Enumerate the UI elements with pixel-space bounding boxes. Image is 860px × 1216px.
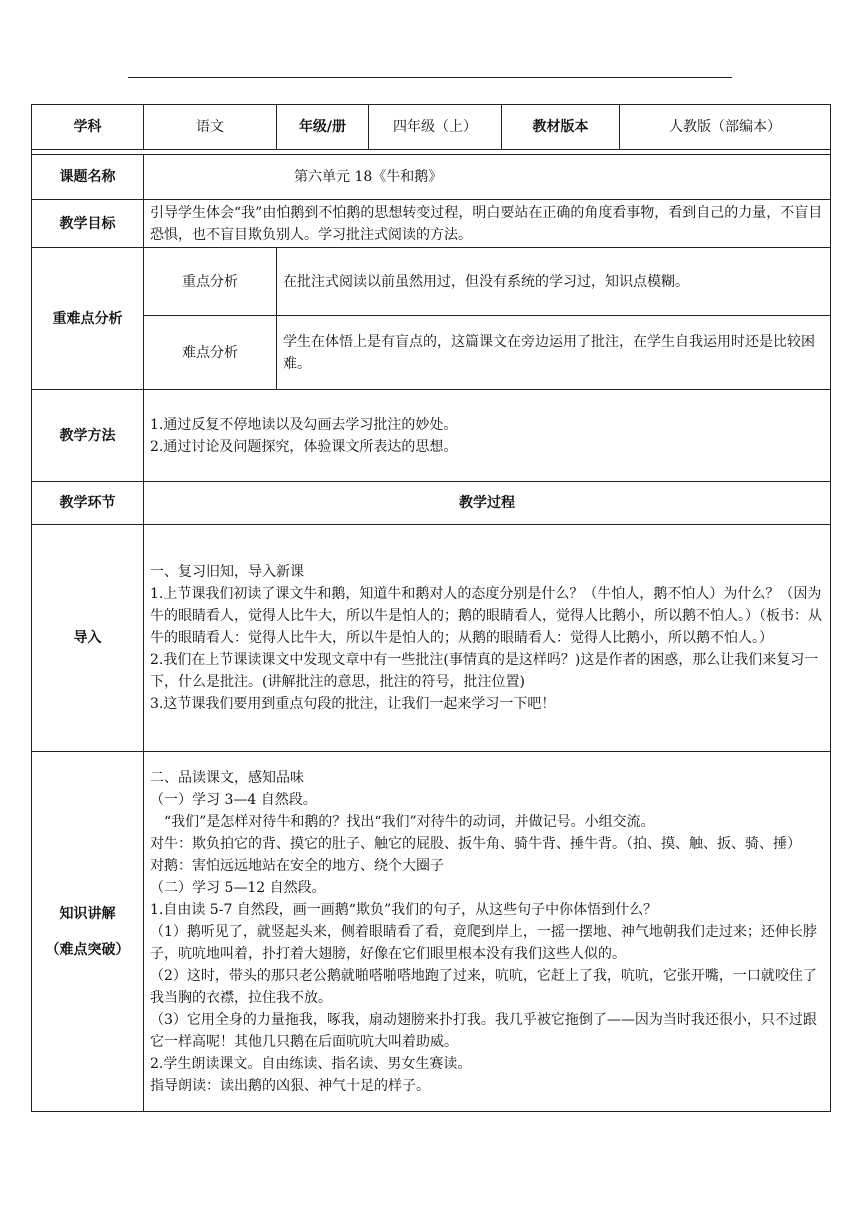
lesson-plan-table bbox=[31, 104, 831, 1112]
knowledge-line: 对牛：欺负拍它的背、摸它的肚子、触它的屁股、扳牛角、骑牛背、捶牛背。（拍、摸、触、扳、骑、捶） bbox=[150, 835, 801, 852]
method-item: 1.通过反复不停地读以及勾画去学习批注的妙处。 bbox=[150, 416, 458, 433]
knowledge-line: （2）这时，带头的那只老公鹅就啪嗒啪嗒地跑了过来，吭吭，它赶上了我，吭吭，它张开嘴，一口就咬住了我当胸的衣襟，拉住我不放。 bbox=[150, 967, 817, 1006]
intro-label: 导入 bbox=[32, 525, 144, 752]
lesson-title-label: 课题名称 bbox=[32, 155, 144, 200]
knowledge-line: 对鹅：害怕远远地站在安全的地方、绕个大圈子 bbox=[150, 857, 444, 874]
method-item: 2.通过讨论及问题探究，体验课文所表达的思想。 bbox=[150, 438, 458, 455]
title-row bbox=[32, 155, 831, 200]
info-row bbox=[32, 105, 831, 150]
textbook-value: 人教版（部编本） bbox=[620, 105, 831, 150]
knowledge-line: （一）学习 3—4 自然段。 bbox=[150, 791, 317, 808]
knowledge-line: （1）鹅听见了，就竖起头来，侧着眼睛看了看，竟爬到岸上，一摇一摆地、神气地朝我们走过来；还伸长脖子，吭吭地叫着，扑打着大翅膀，好像在它们眼里根本没有我们这些人似的。 bbox=[150, 923, 817, 962]
knowledge-line: “我们”是怎样对待牛和鹅的？找出“我们”对待牛的动词，并做记号。小组交流。 bbox=[150, 813, 655, 830]
knowledge-line: 1.自由读 5-7 自然段，画一画鹅“欺负”我们的句子，从这些句子中你体悟到什么？ bbox=[150, 901, 658, 918]
process-header-row bbox=[32, 482, 831, 525]
difficult-analysis-row bbox=[32, 316, 831, 390]
step-header: 教学环节 bbox=[32, 482, 144, 525]
methods-label: 教学方法 bbox=[32, 390, 144, 482]
intro-line: 2.我们在上节课读课文中发现文章中有一些批注(事情真的是这样吗？)这是作者的困惑，那么让我们来复习一下，什么是批注。(讲解批注的意思，批注的符号，批注位置) bbox=[150, 652, 819, 690]
methods-list bbox=[144, 390, 831, 482]
knowledge-line: （3）它用全身的力量拖我，啄我，扇动翅膀来扑打我。我几乎被它拖倒了——因为当时我还很小，只不过跟它一样高呢！其他几只鹅在后面吭吭大叫着助威。 bbox=[150, 1011, 817, 1050]
knowledge-label-cell bbox=[32, 752, 144, 1112]
process-header: 教学过程 bbox=[144, 482, 831, 525]
key-analysis-label: 重点分析 bbox=[144, 248, 277, 316]
textbook-label: 教材版本 bbox=[502, 105, 620, 150]
intro-content bbox=[144, 525, 831, 752]
intro-line: 1.上节课我们初读了课文牛和鹅，知道牛和鹅对人的态度分别是什么？（牛怕人，鹅不怕人）为什么？（因为牛的眼睛看人，觉得人比牛大，所以牛是怕人的；鹅的眼睛看人，觉得人比鹅小，所以鹅不怕人。）（板书：从牛的眼睛看人：觉得人比牛大，所以牛是怕人的；从鹅的眼睛看人：觉得人比鹅小，所以鹅不怕人。） bbox=[150, 586, 822, 646]
intro-line: 一、复习旧知，导入新课 bbox=[150, 564, 304, 580]
knowledge-label: 知识讲解 bbox=[59, 905, 116, 922]
difficult-analysis-text: 学生在体悟上是有盲点的，这篇课文在旁边运用了批注，在学生自我运用时还是比较困难。 bbox=[277, 316, 831, 390]
goals-row bbox=[32, 200, 831, 248]
difficult-analysis-label: 难点分析 bbox=[144, 316, 277, 390]
intro-line: 3.这节课我们要用到重点句段的批注，让我们一起来学习一下吧！ bbox=[150, 696, 556, 712]
knowledge-sublabel: （难点突破） bbox=[45, 941, 130, 958]
subject-label: 学科 bbox=[32, 105, 144, 150]
methods-row bbox=[32, 390, 831, 482]
knowledge-line: 指导朗读：读出鹅的凶狠、神气十足的样子。 bbox=[150, 1077, 430, 1094]
key-analysis-row bbox=[32, 248, 831, 316]
lesson-title-value: 第六单元 18《牛和鹅》 bbox=[144, 155, 831, 200]
knowledge-line: 二、品读课文，感知品味 bbox=[150, 769, 304, 786]
goals-label: 教学目标 bbox=[32, 200, 144, 248]
knowledge-line: （二）学习 5—12 自然段。 bbox=[150, 879, 326, 896]
grade-label: 年级/册 bbox=[277, 105, 369, 150]
goals-text: 引导学生体会“我”由怕鹅到不怕鹅的思想转变过程，明白要站在正确的角度看事物，看到自己的力量，不盲目恐惧，也不盲目欺负别人。学习批注式阅读的方法。 bbox=[144, 200, 831, 248]
knowledge-row bbox=[32, 752, 831, 1112]
key-analysis-text: 在批注式阅读以前虽然用过，但没有系统的学习过，知识点模糊。 bbox=[277, 248, 831, 316]
analysis-label: 重难点分析 bbox=[32, 248, 144, 390]
subject-value: 语文 bbox=[144, 105, 277, 150]
header-rule bbox=[128, 77, 732, 78]
intro-row bbox=[32, 525, 831, 752]
knowledge-line: 2.学生朗读课文。自由练读、指名读、男女生赛读。 bbox=[150, 1055, 472, 1072]
knowledge-content bbox=[144, 752, 831, 1112]
grade-value: 四年级（上） bbox=[369, 105, 502, 150]
